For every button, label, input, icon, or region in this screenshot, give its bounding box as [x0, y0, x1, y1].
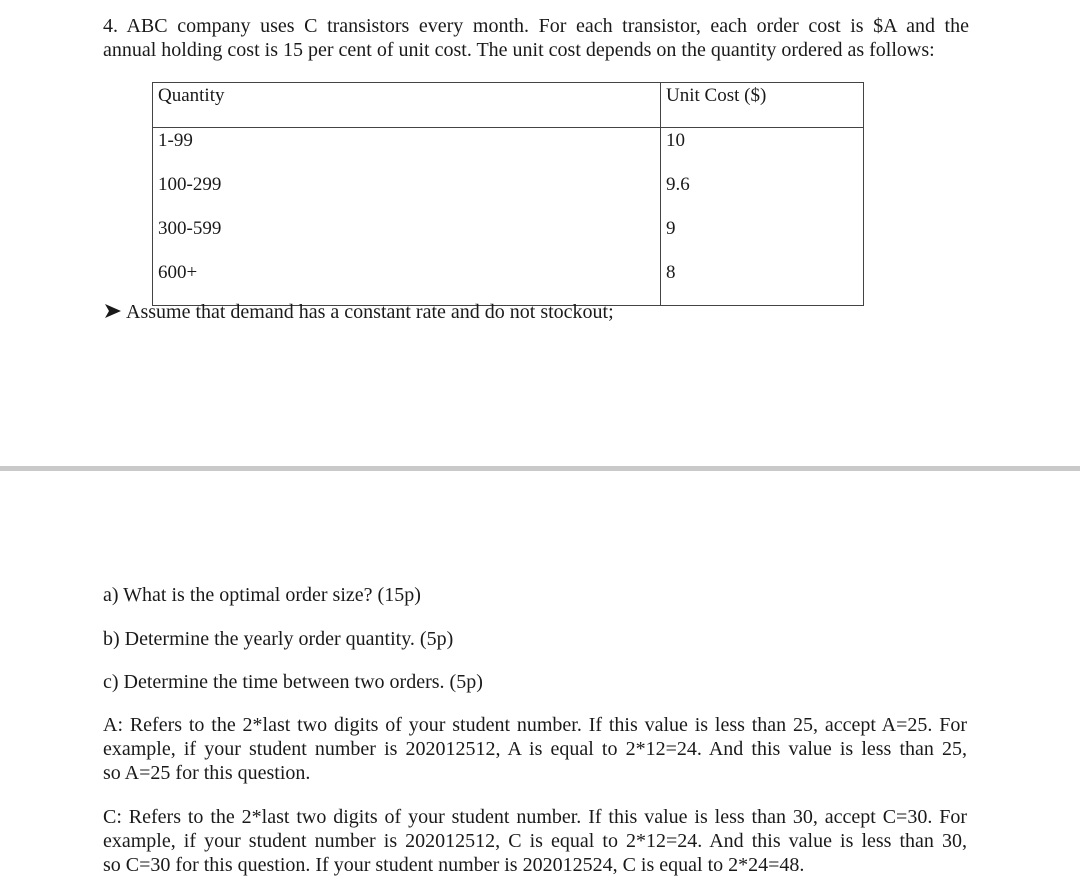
assumption-text: Assume that demand has a constant rate and do not stockout;: [126, 301, 614, 323]
cell-quantity: 600+: [153, 261, 661, 306]
sub-question-c: c) Determine the time between two orders. (5p): [103, 671, 483, 693]
question-line: 4. ABC company uses C transistors every month. For each transistor, each order cost is $A and the: [103, 15, 969, 37]
rule-line: A: Refers to the 2*last two digits of your student number. If this value is less than 25, accept A=25. For: [103, 714, 967, 736]
rule-line: so A=25 for this question.: [103, 762, 311, 784]
assumption-bullet: [104, 300, 614, 325]
rule-line: example, if your student number is 202012512, A is equal to 2*12=24. And this value is less than 25,: [103, 738, 967, 760]
table-row: [153, 128, 864, 174]
cell-quantity: 1-99: [153, 128, 661, 174]
arrowhead-bullet-icon: [104, 301, 122, 325]
rule-line: so C=30 for this question. If your student number is 202012524, C is equal to 2*24=48.: [103, 854, 805, 876]
a-value-rule: [103, 713, 967, 785]
cell-unit-cost: 8: [661, 261, 864, 306]
rule-line: C: Refers to the 2*last two digits of your student number. If this value is less than 30, accept C=30. For: [103, 806, 967, 828]
cell-unit-cost: 10: [661, 128, 864, 174]
header-quantity: Quantity: [153, 83, 661, 128]
unit-cost-table: [152, 82, 864, 306]
cell-quantity: 100-299: [153, 173, 661, 217]
cell-unit-cost: 9.6: [661, 173, 864, 217]
question-line: annual holding cost is 15 per cent of unit cost. The unit cost depends on the quantity ordered as follows:: [103, 39, 935, 61]
sub-question-a: a) What is the optimal order size? (15p): [103, 584, 421, 606]
cell-quantity: 300-599: [153, 217, 661, 261]
sub-question-b: b) Determine the yearly order quantity. (5p): [103, 628, 454, 650]
table-header-row: [153, 83, 864, 128]
table-row: [153, 173, 864, 217]
table-row: [153, 217, 864, 261]
table-row: [153, 261, 864, 306]
question-statement: [103, 14, 969, 62]
rule-line: example, if your student number is 202012512, C is equal to 2*12=24. And this value is less than 30,: [103, 830, 967, 852]
c-value-rule: [103, 805, 967, 877]
header-unit-cost: Unit Cost ($): [661, 83, 864, 128]
cell-unit-cost: 9: [661, 217, 864, 261]
document-page-bottom: [0, 471, 1080, 880]
